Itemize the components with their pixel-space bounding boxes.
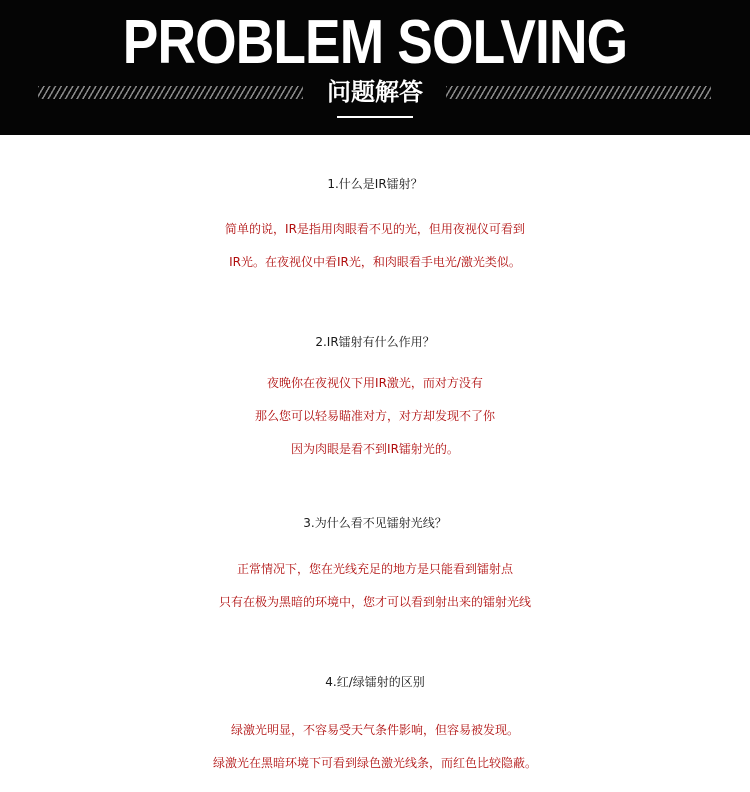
faq-answer-4-line-1: 绿激光明显，不容易受天气条件影响，但容易被发现。 bbox=[230, 723, 519, 737]
faq-answer-2-line-1: 夜晚你在夜视仪下用IR激光，而对方没有 bbox=[267, 376, 483, 390]
header-banner bbox=[0, 0, 750, 135]
page-subtitle: 问题解答 bbox=[327, 78, 423, 106]
faq-answer-3-line-1: 正常情况下，您在光线充足的地方是只能看到镭射点 bbox=[236, 562, 513, 576]
faq-question-3: 3.为什么看不见镭射光线？ bbox=[303, 516, 447, 530]
right-hatch-decoration bbox=[446, 86, 711, 99]
page-title: PROBLEM SOLVING bbox=[122, 8, 628, 77]
faq-answer-4-line-2: 绿激光在黑暗环境下可看到绿色激光线条，而红色比较隐蔽。 bbox=[212, 756, 537, 770]
faq-answer-1-line-1: 简单的说，IR是指用肉眼看不见的光，但用夜视仪可看到 bbox=[225, 222, 525, 236]
faq-question-2: 2.IR镭射有什么作用？ bbox=[315, 335, 435, 349]
subtitle-underline bbox=[337, 116, 413, 118]
faq-answer-1-line-2: IR光。在夜视仪中看IR光，和肉眼看手电光/激光类似。 bbox=[229, 255, 521, 269]
left-hatch-decoration bbox=[38, 86, 303, 99]
faq-question-1: 1.什么是IR镭射？ bbox=[327, 177, 423, 191]
faq-answer-3-line-2: 只有在极为黑暗的环境中，您才可以看到射出来的镭射光线 bbox=[218, 595, 531, 609]
faq-answer-2-line-2: 那么您可以轻易瞄准对方，对方却发现不了你 bbox=[254, 409, 495, 423]
faq-question-4: 4.红/绿镭射的区别 bbox=[325, 675, 425, 689]
faq-answer-2-line-3: 因为肉眼是看不到IR镭射光的。 bbox=[291, 442, 459, 456]
